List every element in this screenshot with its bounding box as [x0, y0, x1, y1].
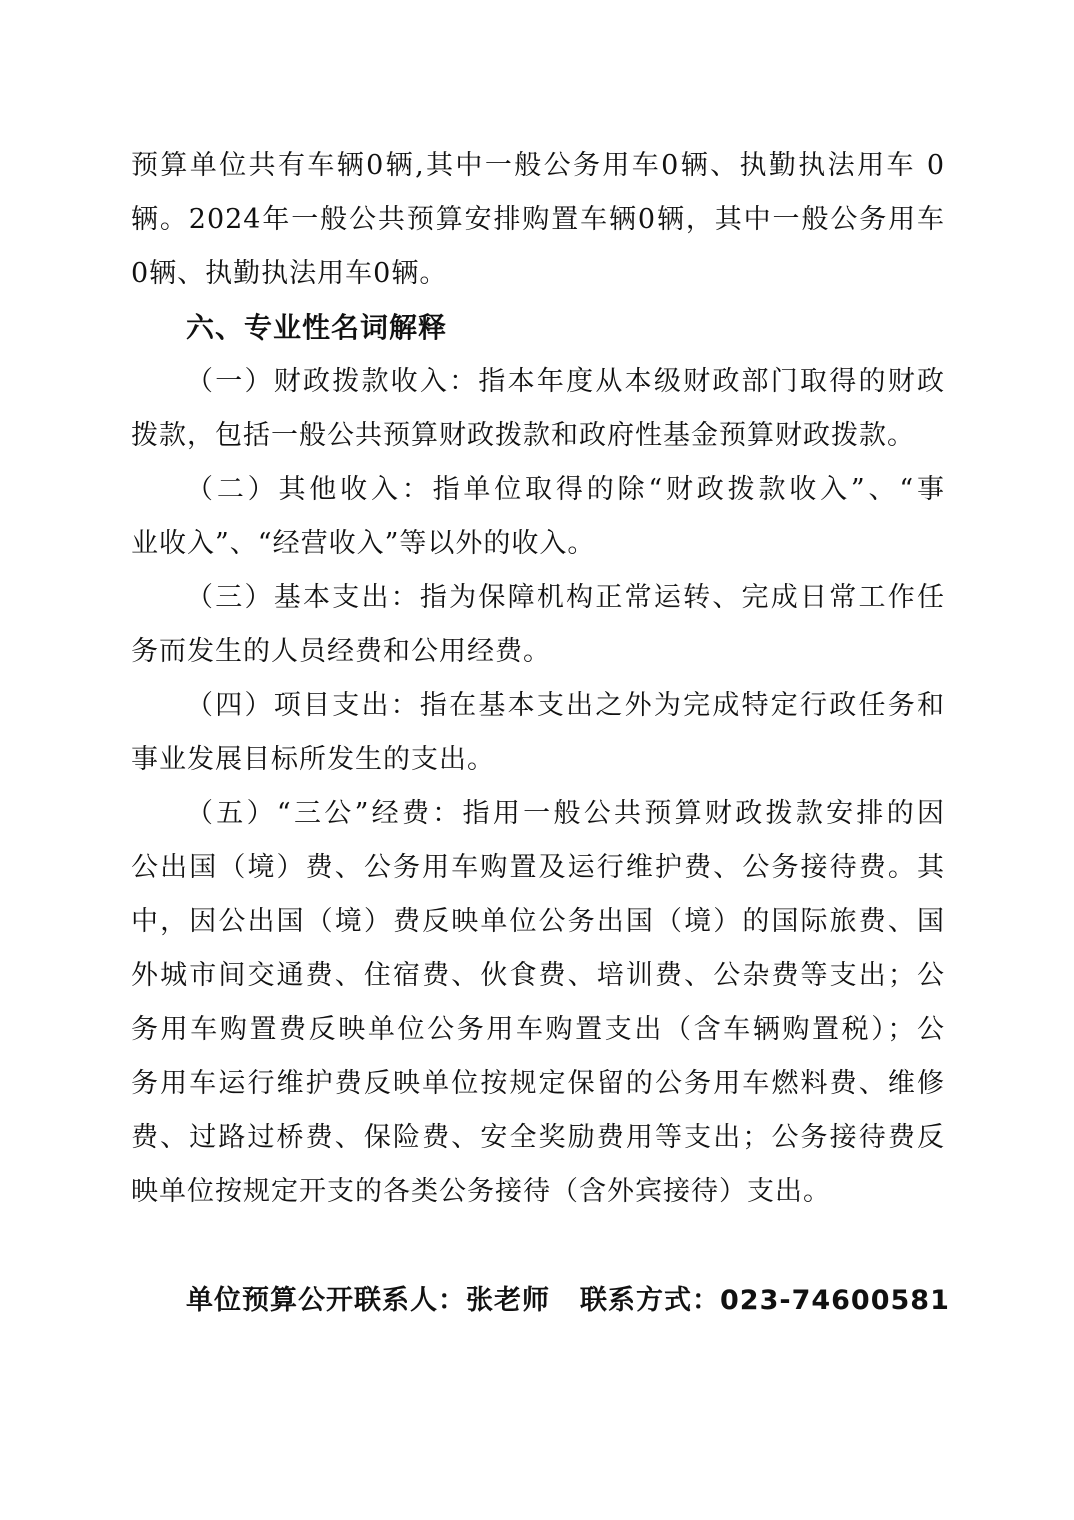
paragraph-line: 0辆、执勤执法用车0辆。 [131, 258, 448, 289]
definition-line: 费、过路过桥费、保险费、安全奖励费用等支出；公务接待费反 [131, 1122, 945, 1153]
definition-line: （五）“三公”经费：指用一般公共预算财政拨款安排的因 [186, 798, 945, 829]
contact-person: 单位预算公开联系人：张老师 [186, 1285, 550, 1316]
definition-line: 务用车购置费反映单位公务用车购置支出（含车辆购置税）；公 [131, 1014, 945, 1045]
definition-line: （三）基本支出：指为保障机构正常运转、完成日常工作任 [186, 582, 945, 613]
definition-line: 务而发生的人员经费和公用经费。 [131, 636, 551, 667]
contact-info [186, 1283, 950, 1319]
definition-line: 公出国（境）费、公务用车购置及运行维护费、公务接待费。其 [131, 852, 945, 883]
definition-line: 拨款，包括一般公共预算财政拨款和政府性基金预算财政拨款。 [131, 420, 915, 451]
definition-line: 业收入”、“经营收入”等以外的收入。 [131, 528, 596, 559]
definition-line: 务用车运行维护费反映单位按规定保留的公务用车燃料费、维修 [131, 1068, 945, 1099]
definition-line: （一）财政拨款收入：指本年度从本级财政部门取得的财政 [186, 366, 945, 397]
definition-line: （二）其他收入：指单位取得的除“财政拨款收入”、“事 [186, 474, 945, 505]
contact-method: 联系方式：023-74600581 [580, 1285, 950, 1316]
definition-line: 外城市间交通费、住宿费、伙食费、培训费、公杂费等支出；公 [131, 960, 945, 991]
definition-line: 映单位按规定开支的各类公务接待（含外宾接待）支出。 [131, 1176, 831, 1207]
definition-line: 中，因公出国（境）费反映单位公务出国（境）的国际旅费、国 [131, 906, 945, 937]
section-heading: 六、专业性名词解释 [186, 311, 448, 344]
paragraph-line: 预算单位共有车辆0辆,其中一般公务用车0辆、执勤执法用车 0 [131, 150, 945, 181]
definition-line: 事业发展目标所发生的支出。 [131, 744, 495, 775]
paragraph-line: 辆。2024年一般公共预算安排购置车辆0辆，其中一般公务用车 [131, 204, 945, 235]
definition-line: （四）项目支出：指在基本支出之外为完成特定行政任务和 [186, 690, 945, 721]
